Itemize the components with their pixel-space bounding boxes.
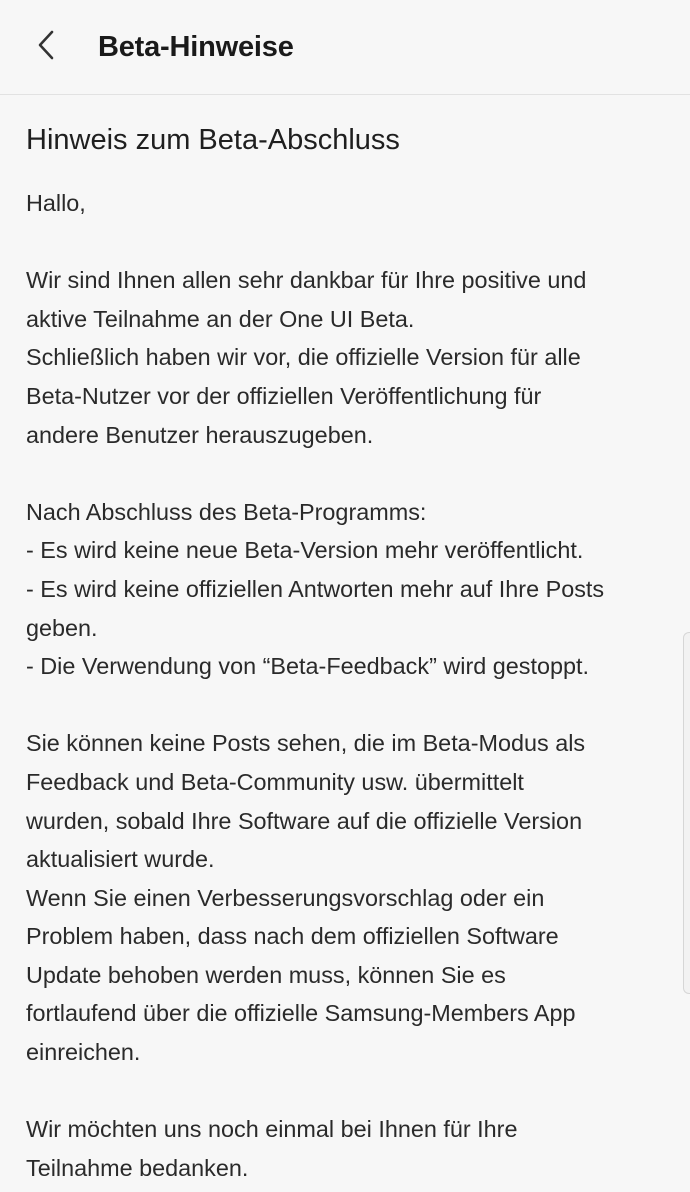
text-line: - Es wird keine offiziellen Antworten mehr auf Ihre Posts bbox=[26, 575, 605, 602]
paragraph-thanks bbox=[26, 261, 676, 454]
spacer bbox=[26, 1072, 676, 1111]
text-line: wurden, sobald Ihre Software auf die offizielle Version bbox=[26, 807, 583, 834]
text-line: Wenn Sie einen Verbesserungsvorschlag oder ein bbox=[26, 884, 545, 911]
text-line: Problem haben, dass nach dem offiziellen Software bbox=[26, 923, 559, 950]
paragraph-after-beta bbox=[26, 493, 676, 686]
greeting: Hallo, bbox=[26, 190, 86, 216]
app-bar bbox=[0, 0, 690, 95]
text-line: Feedback und Beta-Community usw. übermittelt bbox=[26, 768, 524, 795]
paragraph-closing bbox=[26, 1110, 676, 1187]
text-line: Nach Abschluss des Beta-Programms: bbox=[26, 498, 427, 525]
text-line: aktive Teilnahme an der One UI Beta. bbox=[26, 305, 415, 332]
notice-content bbox=[26, 118, 676, 1187]
text-line: einreichen. bbox=[26, 1039, 141, 1066]
text-line: Sie können keine Posts sehen, die im Beta-Modus als bbox=[26, 730, 586, 757]
text-line: Schließlich haben wir vor, die offizielle Version für alle bbox=[26, 344, 581, 371]
scrollbar[interactable] bbox=[683, 632, 690, 994]
text-line: geben. bbox=[26, 614, 98, 641]
text-line: - Die Verwendung von “Beta-Feedback” wird gestoppt. bbox=[26, 653, 589, 680]
page-title: Beta-Hinweise bbox=[98, 30, 294, 63]
spacer bbox=[26, 686, 676, 725]
notice-heading: Hinweis zum Beta-Abschluss bbox=[26, 124, 400, 156]
text-line: andere Benutzer herauszugeben. bbox=[26, 421, 374, 448]
text-line: Wir möchten uns noch einmal bei Ihnen für Ihre bbox=[26, 1116, 518, 1143]
text-line: - Es wird keine neue Beta-Version mehr veröffentlicht. bbox=[26, 537, 584, 564]
text-line: Wir sind Ihnen allen sehr dankbar für Ihre positive und bbox=[26, 267, 587, 294]
spacer bbox=[26, 223, 676, 262]
text-line: aktualisiert wurde. bbox=[26, 846, 215, 873]
spacer bbox=[26, 454, 676, 493]
text-line: fortlaufend über die offizielle Samsung-Members App bbox=[26, 1000, 576, 1027]
paragraph-posts bbox=[26, 724, 676, 1071]
text-line: Update behoben werden muss, können Sie es bbox=[26, 961, 506, 988]
chevron-left-icon bbox=[35, 29, 57, 66]
text-line: Beta-Nutzer vor der offiziellen Veröffentlichung für bbox=[26, 382, 542, 409]
text-line: Teilnahme bedanken. bbox=[26, 1154, 249, 1181]
back-button[interactable] bbox=[24, 25, 68, 69]
